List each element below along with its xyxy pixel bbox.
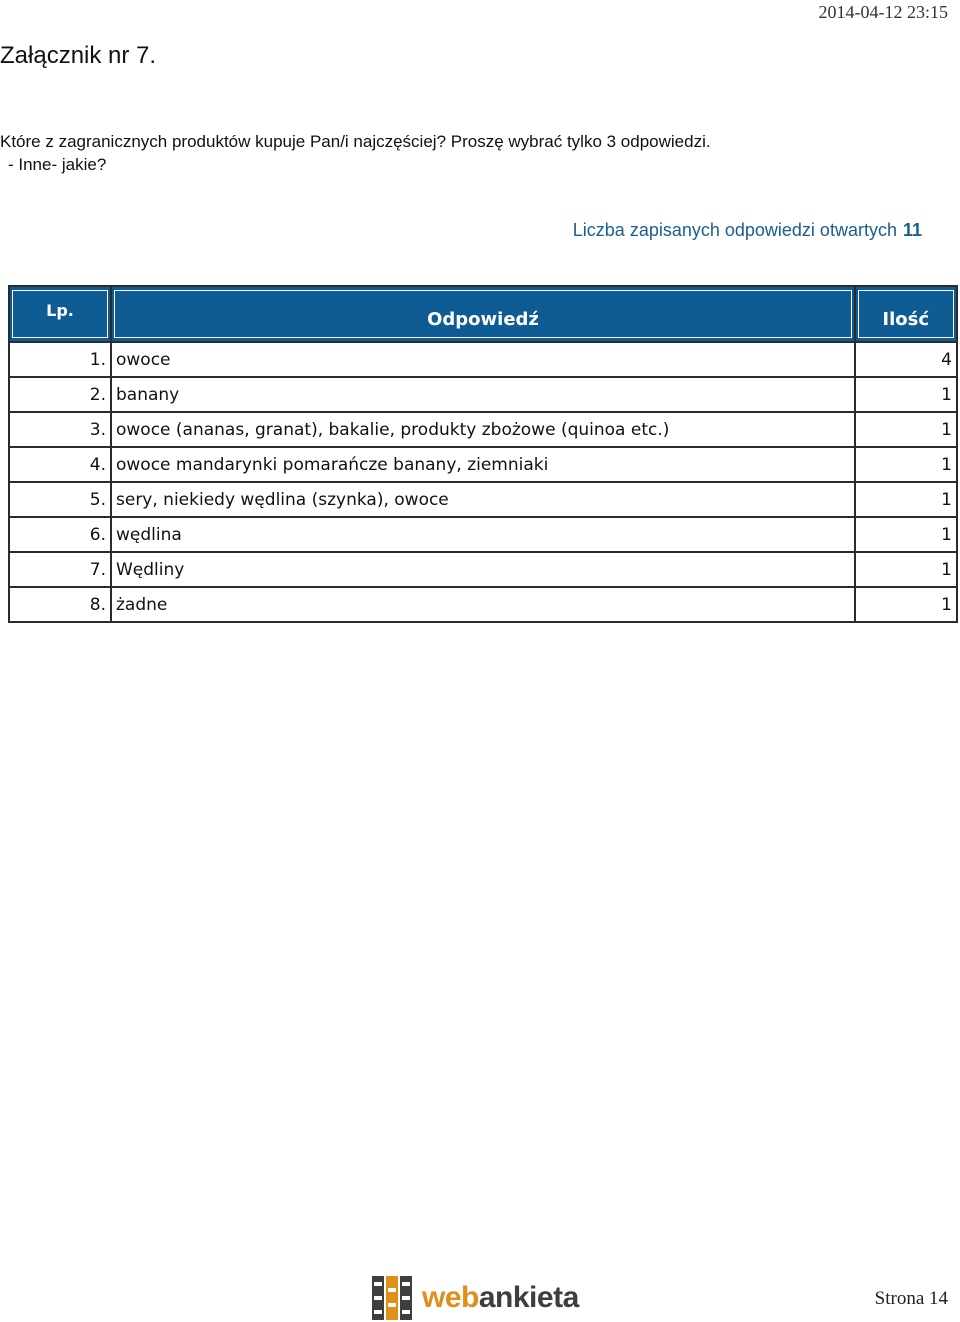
- table-row: [9, 482, 957, 517]
- row-lp: 1.: [9, 342, 111, 377]
- row-lp: 3.: [9, 412, 111, 447]
- table-header-row: [9, 286, 957, 342]
- row-answer: sery, niekiedy wędlina (szynka), owoce: [111, 482, 855, 517]
- report-timestamp: 2014-04-12 23:15: [818, 2, 948, 22]
- open-answers-count-value: 11: [902, 220, 922, 240]
- table-row: [9, 342, 957, 377]
- row-count: 1: [855, 482, 957, 517]
- table-row: [9, 517, 957, 552]
- open-answers-count-label: Liczba zapisanych odpowiedzi otwartych: [572, 220, 897, 240]
- row-answer: wędlina: [111, 517, 855, 552]
- row-lp: 6.: [9, 517, 111, 552]
- column-header-answer: Odpowiedź: [111, 286, 855, 342]
- row-lp: 7.: [9, 552, 111, 587]
- row-answer: owoce: [111, 342, 855, 377]
- row-answer: owoce mandarynki pomarańcze banany, ziemniaki: [111, 447, 855, 482]
- row-answer: owoce (ananas, granat), bakalie, produkty zbożowe (quinoa etc.): [111, 412, 855, 447]
- open-answers-count: [573, 220, 922, 241]
- row-lp: 4.: [9, 447, 111, 482]
- webankieta-logo-icon: [372, 1276, 414, 1320]
- answers-table: [8, 285, 958, 623]
- row-lp: 2.: [9, 377, 111, 412]
- row-answer: żadne: [111, 587, 855, 622]
- table-row: [9, 412, 957, 447]
- row-lp: 8.: [9, 587, 111, 622]
- webankieta-wordmark: webankieta: [422, 1281, 579, 1314]
- table-row: [9, 587, 957, 622]
- column-header-lp: Lp.: [9, 286, 111, 342]
- table-row: [9, 377, 957, 412]
- row-count: 1: [855, 377, 957, 412]
- question-line-1: Które z zagranicznych produktów kupuje Pan/i najczęściej? Proszę wybrać tylko 3 odpowiedzi.: [0, 132, 711, 151]
- row-count: 1: [855, 447, 957, 482]
- webankieta-logo: [372, 1276, 579, 1320]
- question-text: [0, 130, 711, 176]
- row-count: 1: [855, 517, 957, 552]
- row-answer: banany: [111, 377, 855, 412]
- question-line-2: - Inne- jakie?: [8, 155, 107, 174]
- row-count: 1: [855, 412, 957, 447]
- row-answer: Wędliny: [111, 552, 855, 587]
- page-number: Strona 14: [874, 1288, 948, 1309]
- page-title: Załącznik nr 7.: [0, 42, 157, 69]
- row-count: 4: [855, 342, 957, 377]
- row-count: 1: [855, 552, 957, 587]
- row-lp: 5.: [9, 482, 111, 517]
- column-header-count: Ilość: [855, 286, 957, 342]
- table-row: [9, 447, 957, 482]
- row-count: 1: [855, 587, 957, 622]
- table-row: [9, 552, 957, 587]
